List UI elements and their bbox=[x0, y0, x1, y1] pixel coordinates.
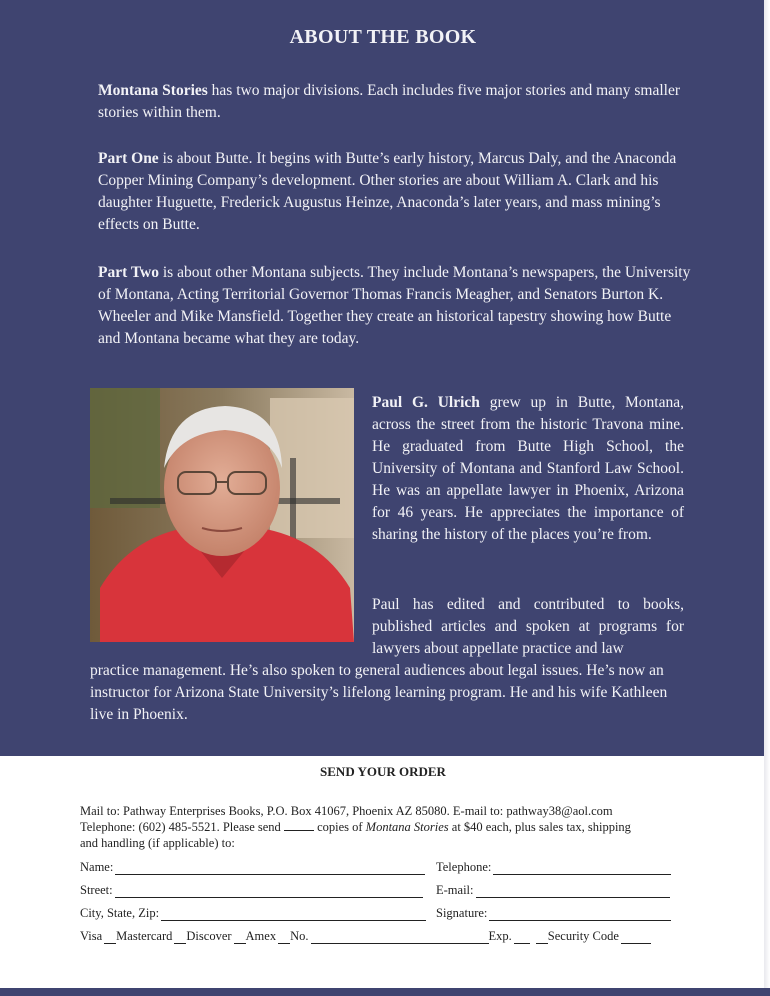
security-code-blank[interactable] bbox=[536, 931, 548, 944]
payment-field bbox=[80, 929, 651, 944]
form-row-name bbox=[80, 860, 680, 878]
part-one-paragraph bbox=[98, 148, 692, 236]
exp-line[interactable] bbox=[514, 931, 530, 944]
name-label: Name: bbox=[80, 860, 114, 874]
bottom-bar bbox=[0, 988, 770, 996]
order-telephone-text: Telephone: (602) 485-5521. Please send bbox=[80, 820, 281, 834]
intro-lead: Montana Stories bbox=[98, 82, 208, 99]
name-line[interactable] bbox=[115, 862, 425, 875]
street-label: Street: bbox=[80, 883, 113, 897]
author-photo bbox=[90, 388, 354, 642]
email-label: E-mail: bbox=[436, 883, 474, 897]
part-one-lead: Part One bbox=[98, 150, 159, 167]
form-row-payment bbox=[80, 929, 680, 947]
part-two-text: is about other Montana subjects. They include Montana’s newspapers, the University of Montana, Acting Territorial Governor Thomas Francis Meagher, and Senators Burton K. Wheeler and Mike Mansfield. Together they create an historical tapestry showing how Butte and Montana became what they are today. bbox=[98, 264, 691, 347]
visa-blank[interactable] bbox=[104, 931, 116, 944]
author-bio-continued-start: Paul has edited and contributed to books, published articles and spoken at programs for lawyers about appellate practice and law bbox=[372, 596, 684, 657]
form-row-city bbox=[80, 906, 680, 924]
intro-text: has two major divisions. Each includes five major stories and many smaller stories within them. bbox=[98, 82, 681, 121]
city-line[interactable] bbox=[161, 908, 426, 921]
city-label: City, State, Zip: bbox=[80, 906, 160, 920]
email-field[interactable] bbox=[436, 883, 670, 898]
intro-paragraph bbox=[98, 80, 692, 124]
street-field[interactable] bbox=[80, 883, 423, 898]
form-row-street bbox=[80, 883, 680, 901]
author-bio-continued-end: practice management. He’s also spoken to general audiences about legal issues. He’s now an instructor for Arizona State University’s lifelong learning program. He and his wife Kathleen live in Phoenix. bbox=[90, 662, 668, 723]
order-instructions bbox=[80, 803, 685, 851]
mastercard-blank[interactable] bbox=[174, 931, 186, 944]
telephone-field[interactable] bbox=[436, 860, 671, 875]
author-bio-text: grew up in Butte, Montana, across the street from the historic Travona mine. He graduated from Butte High School, the University of Montana and Stanford Law School. He was an appellate lawyer in Phoenix, Arizona for 46 years. He appreciates the importance of sharing the history of the places you’re from. bbox=[372, 394, 684, 543]
author-name: Paul G. Ulrich bbox=[372, 394, 480, 411]
order-mail-line: Mail to: Pathway Enterprises Books, P.O. Box 41067, Phoenix AZ 85080. E-mail to: pathway38@aol.com bbox=[80, 804, 613, 818]
card-number-label: No. bbox=[290, 929, 309, 943]
part-two-lead: Part Two bbox=[98, 264, 159, 281]
copies-text: copies of bbox=[313, 820, 366, 834]
signature-field[interactable] bbox=[436, 906, 671, 921]
part-two-paragraph bbox=[98, 262, 692, 350]
discover-blank[interactable] bbox=[234, 931, 246, 944]
street-line[interactable] bbox=[115, 885, 423, 898]
amex-blank[interactable] bbox=[278, 931, 290, 944]
amex-label: Amex bbox=[245, 929, 277, 943]
book-title-ref: Montana Stories bbox=[365, 820, 449, 834]
telephone-line[interactable] bbox=[493, 862, 671, 875]
card-number-line[interactable] bbox=[311, 931, 489, 944]
signature-label: Signature: bbox=[436, 906, 488, 920]
scan-edge bbox=[764, 0, 770, 996]
security-code-line[interactable] bbox=[621, 931, 651, 944]
exp-label: Exp. bbox=[488, 929, 512, 943]
author-bio-paragraph bbox=[372, 392, 684, 546]
copies-blank[interactable] bbox=[284, 820, 314, 831]
price-text: at $40 each, plus sales tax, shipping bbox=[448, 820, 631, 834]
visa-label: Visa bbox=[80, 929, 103, 943]
telephone-label: Telephone: bbox=[436, 860, 492, 874]
email-line[interactable] bbox=[476, 885, 670, 898]
mastercard-label: Mastercard bbox=[116, 929, 173, 943]
discover-label: Discover bbox=[186, 929, 232, 943]
part-one-text: is about Butte. It begins with Butte’s early history, Marcus Daly, and the Anaconda Copper Mining Company’s development. Other stories are about William A. Clark and his daughter Huguette, Frederick Augustus Heinze, Anaconda’s later years, and mass mining’s effects on Butte. bbox=[98, 150, 677, 233]
page-title: ABOUT THE BOOK bbox=[289, 26, 477, 48]
signature-line[interactable] bbox=[489, 908, 671, 921]
order-handling-line: and handling (if applicable) to: bbox=[80, 836, 235, 850]
name-field[interactable] bbox=[80, 860, 425, 875]
order-telephone-line bbox=[80, 819, 685, 835]
order-form-title: SEND YOUR ORDER bbox=[320, 764, 446, 779]
city-field[interactable] bbox=[80, 906, 426, 921]
security-code-label: Security Code bbox=[547, 929, 619, 943]
